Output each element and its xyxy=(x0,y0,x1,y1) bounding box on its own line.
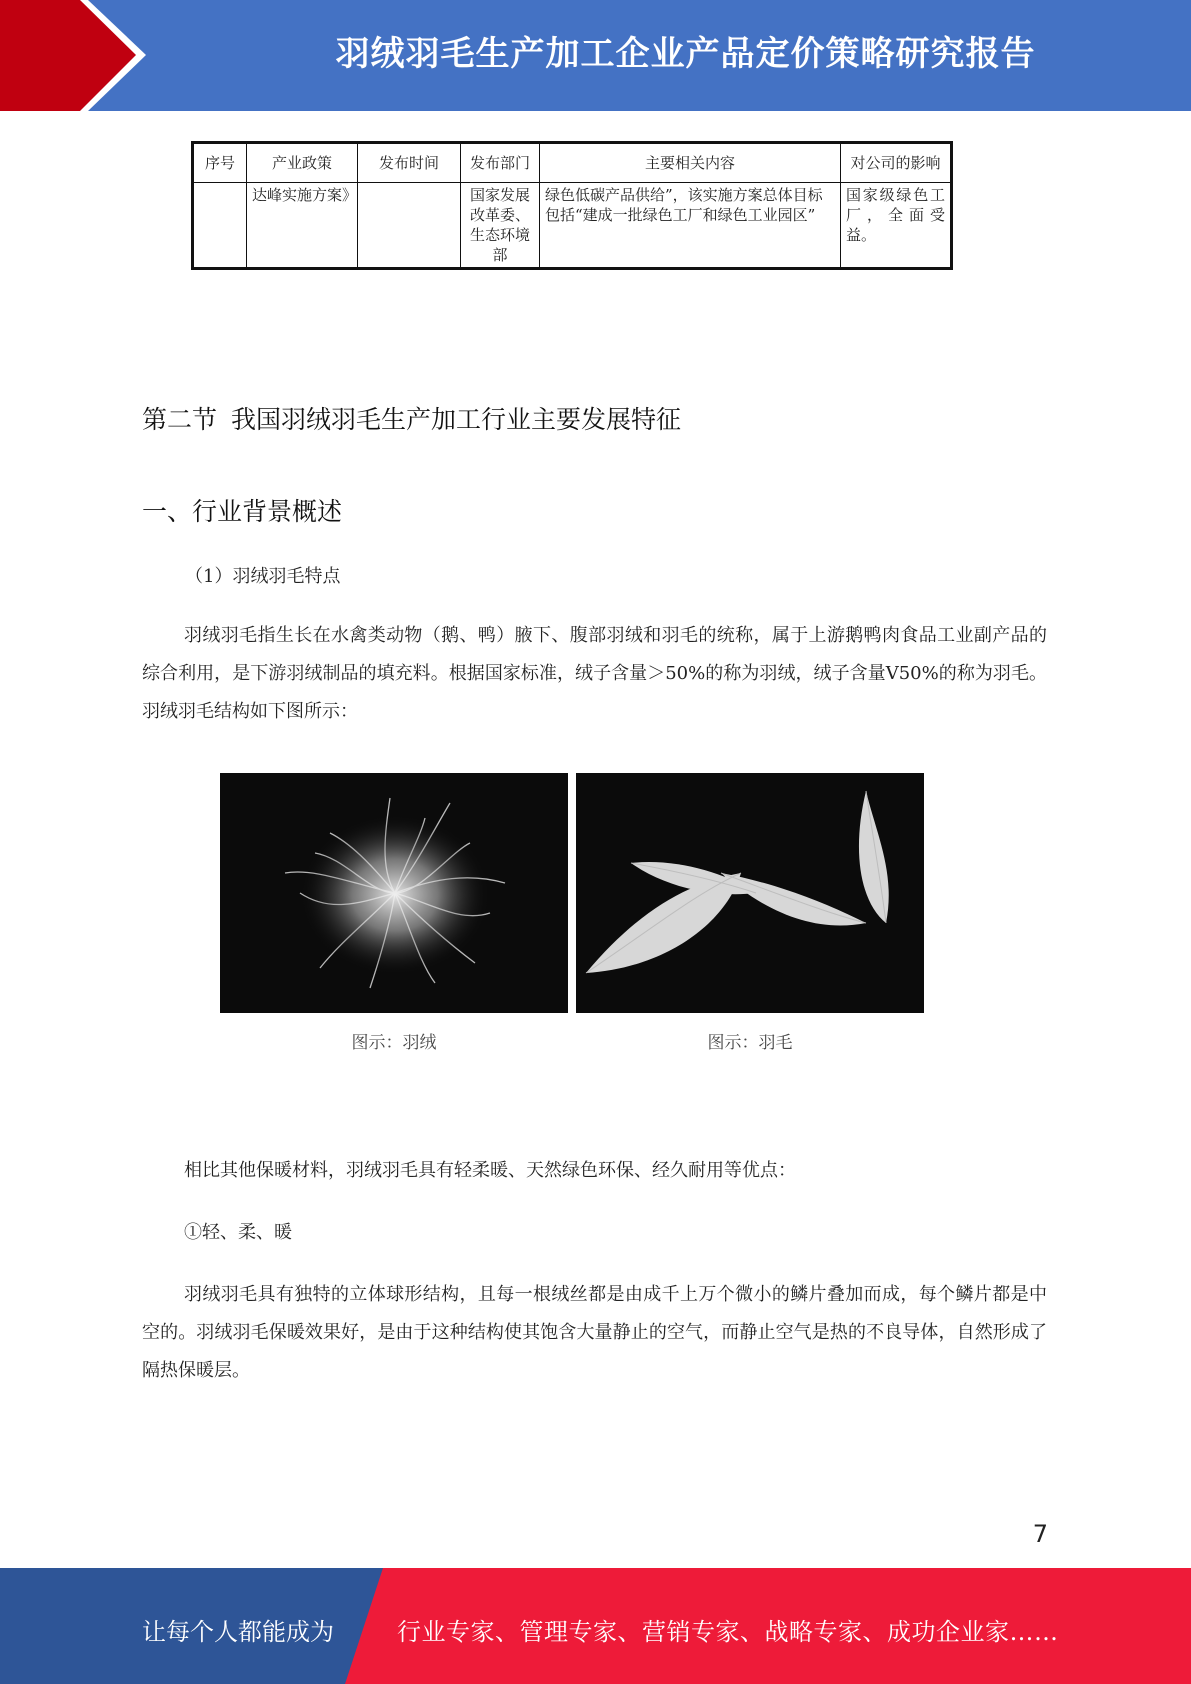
cell-department: 国家发展改革委、生态环境部 xyxy=(461,183,540,269)
paragraph-definition: 羽绒羽毛指生长在水禽类动物（鹅、鸭）腋下、腹部羽绒和羽毛的统称，属于上游鹅鸭肉食品工业副产品的综合利用，是下游羽绒制品的填充料。根据国家标准，绒子含量＞50%的称为羽绒，绒子含量V50%的称为羽毛。羽绒羽毛结构如下图所示： xyxy=(142,625,1047,722)
cell-no xyxy=(193,183,247,269)
col-header-policy: 产业政策 xyxy=(247,143,358,183)
table-header-row xyxy=(193,143,952,183)
cell-content: 绿色低碳产品供给”，该实施方案总体目标包括“建成一批绿色工厂和绿色工业园区” xyxy=(540,183,841,269)
feather-caption: 图示：羽毛 xyxy=(707,1033,793,1053)
cell-impact: 国家级绿色工厂，全面受益。 xyxy=(841,183,952,269)
col-header-date: 发布时间 xyxy=(358,143,461,183)
col-header-impact: 对公司的影响 xyxy=(841,143,952,183)
item-heading: （1）羽绒羽毛特点 xyxy=(185,566,341,587)
feather-image xyxy=(576,773,924,1013)
header-red-arrow xyxy=(0,0,150,111)
footer-slogan-right: 行业专家、管理专家、营销专家、战略专家、成功企业家…… xyxy=(397,1618,1059,1646)
paragraph-advantages: 相比其他保暖材料，羽绒羽毛具有轻柔暖、天然绿色环保、经久耐用等优点： xyxy=(184,1160,796,1181)
down-caption: 图示：羽绒 xyxy=(351,1033,437,1053)
cell-policy: 达峰实施方案》 xyxy=(247,183,358,269)
report-title: 羽绒羽毛生产加工企业产品定价策略研究报告 xyxy=(335,34,1036,74)
page-footer xyxy=(0,1568,1191,1684)
feather-photo xyxy=(576,773,924,1013)
footer-slogan-left: 让每个人都能成为 xyxy=(142,1618,334,1646)
down-cluster-image xyxy=(220,773,568,1013)
col-header-content: 主要相关内容 xyxy=(540,143,841,183)
page-number: 7 xyxy=(1032,1520,1048,1548)
col-header-no: 序号 xyxy=(193,143,247,183)
section-number: 第二节 xyxy=(142,405,218,434)
table-row xyxy=(193,183,952,269)
subsection-heading: 一、行业背景概述 xyxy=(142,497,343,526)
policy-table xyxy=(191,141,953,270)
cell-date xyxy=(358,183,461,269)
col-header-department: 发布部门 xyxy=(461,143,540,183)
section-heading xyxy=(142,400,681,436)
down-photo xyxy=(220,773,568,1013)
paragraph-structure: 羽绒羽毛具有独特的立体球形结构，且每一根绒丝都是由成千上万个微小的鳞片叠加而成，每个鳞片都是中空的。羽绒羽毛保暖效果好，是由于这种结构使其饱含大量静止的空气，而静止空气是热的不良导体，自然形成了隔热保暖层。 xyxy=(142,1284,1047,1381)
paragraph-point-1: ①轻、柔、暖 xyxy=(184,1222,292,1243)
section-title: 我国羽绒羽毛生产加工行业主要发展特征 xyxy=(231,405,682,434)
page-header xyxy=(0,0,1191,111)
